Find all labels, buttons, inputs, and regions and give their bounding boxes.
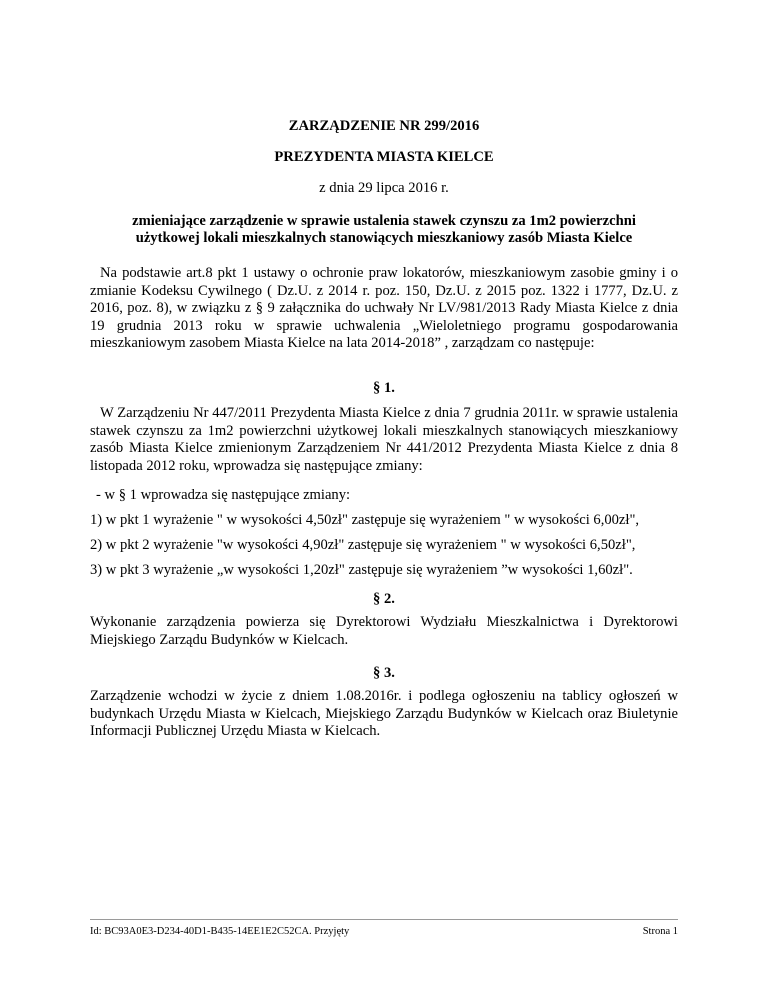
section-3-text: Zarządzenie wchodzi w życie z dniem 1.08.2016r. i podlega ogłoszeniu na tablicy ogłoszeń w budynkach Urzędu Miasta w Kielcach, Miejskiego Zarządu Budynków w Kielcach oraz Biuletynie Informacji Publicznej Urzędu Miasta w Kielcach.	[90, 688, 678, 739]
footer-page-number: Strona 1	[642, 926, 678, 937]
preamble	[90, 265, 678, 353]
section-1-intro: - w § 1 wprowadza się następujące zmiany:	[96, 487, 351, 503]
section-2-body	[90, 614, 678, 649]
section-2-text: Wykonanie zarządzenia powierza się Dyrektorowi Wydziału Mieszkalnictwa i Dyrektorowi Miejskiego Zarządu Budynków w Kielcach.	[90, 614, 678, 648]
section-1-heading: § 1.	[373, 380, 395, 396]
subject-line-1: zmieniające zarządzenie w sprawie ustalenia stawek czynszu za 1m2 powierzchni	[132, 213, 636, 229]
footer-document-id: Id: BC93A0E3-D234-40D1-B435-14EE1E2C52CA. Przyjęty	[90, 926, 350, 937]
amendment-item-2: 2) w pkt 2 wyrażenie "w wysokości 4,90zł" zastępuje się wyrażeniem " w wysokości 6,50zł",	[90, 537, 636, 553]
document-title: ZARZĄDZENIE NR 299/2016	[288, 118, 480, 134]
section-1-body	[90, 405, 678, 475]
subject-line-2: użytkowej lokali mieszkalnych stanowiących mieszkaniowy zasób Miasta Kielce	[135, 230, 633, 246]
section-3-body	[90, 688, 678, 741]
section-1-text: W Zarządzeniu Nr 447/2011 Prezydenta Miasta Kielce z dnia 7 grudnia 2011r. w sprawie ustalenia stawek czynszu za 1m2 powierzchni użytkowej lokali mieszkalnych stanowiących mieszkaniowy zasób Miasta Kielce zmienionym Zarządzeniem Nr 441/2012 Prezydenta Miasta Kielce z dnia 8 listopada 2012 roku, wprowadza się następujące zmiany:	[90, 405, 678, 474]
preamble-text: Na podstawie art.8 pkt 1 ustawy o ochronie praw lokatorów, mieszkaniowym zasobie gminy i o zmianie Kodeksu Cywilnego ( Dz.U. z 2014 r. poz. 150, Dz.U. z 2015 poz. 1322 i 1777, Dz.U. z 2016, poz. 8), w związku z § 9 załącznika do uchwały Nr LV/981/2013 Rady Miasta Kielce z dnia 19 grudnia 2013 roku w sprawie uchwalenia „Wieloletniego programu gospodarowania mieszkaniowym zasobem Miasta Kielce na lata 2014-2018” , zarządzam co następuje:	[90, 265, 678, 351]
amendment-item-1: 1) w pkt 1 wyrażenie " w wysokości 4,50zł" zastępuje się wyrażeniem " w wysokości 6,00zł",	[90, 512, 640, 528]
section-2-heading: § 2.	[373, 591, 395, 607]
footer-divider	[90, 919, 678, 920]
document-issuer: PREZYDENTA MIASTA KIELCE	[274, 149, 494, 165]
document-date: z dnia 29 lipca 2016 r.	[319, 180, 449, 196]
section-3-heading: § 3.	[373, 665, 395, 681]
amendment-item-3: 3) w pkt 3 wyrażenie „w wysokości 1,20zł" zastępuje się wyrażeniem ”w wysokości 1,60zł".	[90, 562, 633, 578]
